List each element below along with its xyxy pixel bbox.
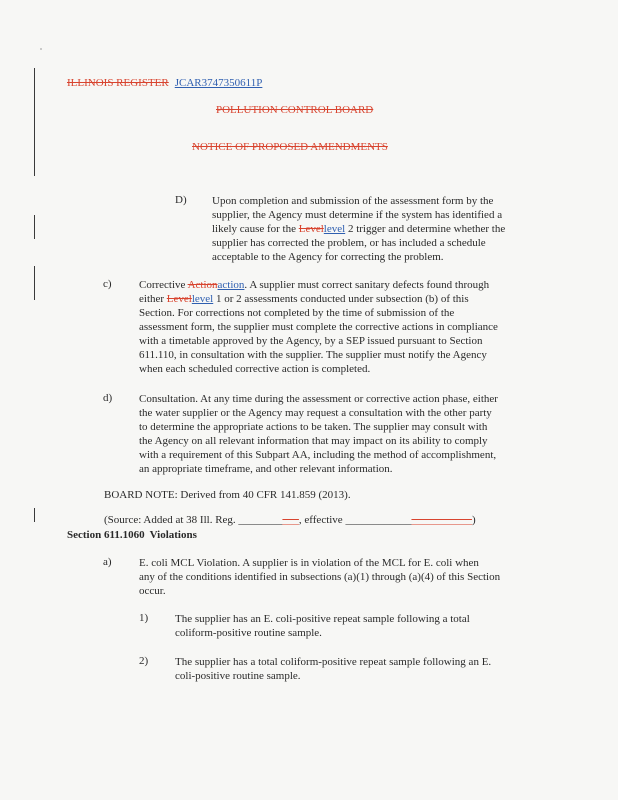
paragraph-marker: c) (103, 278, 112, 290)
notice-header: NOTICE OF PROPOSED AMENDMENTS (192, 141, 388, 153)
change-bar (34, 215, 35, 239)
document-page: ILLINOIS REGISTER JCAR3747350611P POLLUTION CONTROL BOARD NOTICE OF PROPOSED AMENDMENTS D) Upon completion and submission of the assessment form by the supplier, the Agency must determine if the system has identified a likely cause for the Levellevel 2 trigger and determine whether the supplier has corrected the problem, or has included a schedule acceptable to the Agency for correcting the problem. c) Corrective Actionaction. A supplier must correct sanitary defects found through either Levellevel 1 or 2 assessments conducted under subsection (b) of this Section. For corrections not completed by the time of submission of the assessment form, the supplier must complete the corrective actions in compliance with a timetable approved by the Agency, by a SEP issued pursuant to Section 611.110, in consultation with the supplier. The supplier must notify the Agency when each scheduled corrective action is completed. d) Consultation. At any time during the assessment or corrective action phase, either the water supplier or the Agency may request a consultation with the other party to determine the appropriate actions to be taken. The supplier may consult with the Agency on all relevant information that may impact on its ability to comply with a requirement of this Subpart AA, including the method of accomplishment, an appropriate timeframe, and other relevant information. BOARD NOTE: Derived from 40 CFR 141.859 (2013). (Source: Added at 38 Ill. Reg. ___________, effective _______________________) Section 611.1060 Violations a) E. coli MCL Violation. A supplier is in violation of the MCL for E. coli when any of the conditions identified in subsections (a)(1) through (a)(4) of this Section occur. 1) The supplier has an E. coli-positive repeat sample following a total coliform-positive routine sample. 2) The supplier has a total coliform-positive repeat sample following an E. coli-positive routine sample. (0, 0, 618, 800)
source-line: (Source: Added at 38 Ill. Reg. ___________, effective _______________________) (104, 514, 476, 526)
change-bar (34, 266, 35, 300)
register-header: ILLINOIS REGISTER JCAR3747350611P (67, 77, 263, 89)
paragraph-marker: d) (103, 392, 113, 404)
paragraph-marker: D) (175, 194, 187, 206)
section-heading: Section 611.1060 Violations (67, 529, 197, 541)
item-marker: 2) (139, 655, 149, 667)
item-marker: 1) (139, 612, 149, 624)
paragraph-marker: a) (103, 556, 112, 568)
scan-speck (40, 48, 42, 50)
change-bar (34, 68, 35, 176)
board-header: POLLUTION CONTROL BOARD (216, 104, 374, 116)
board-note: BOARD NOTE: Derived from 40 CFR 141.859 (2013). (104, 489, 351, 501)
change-bar (34, 508, 35, 522)
